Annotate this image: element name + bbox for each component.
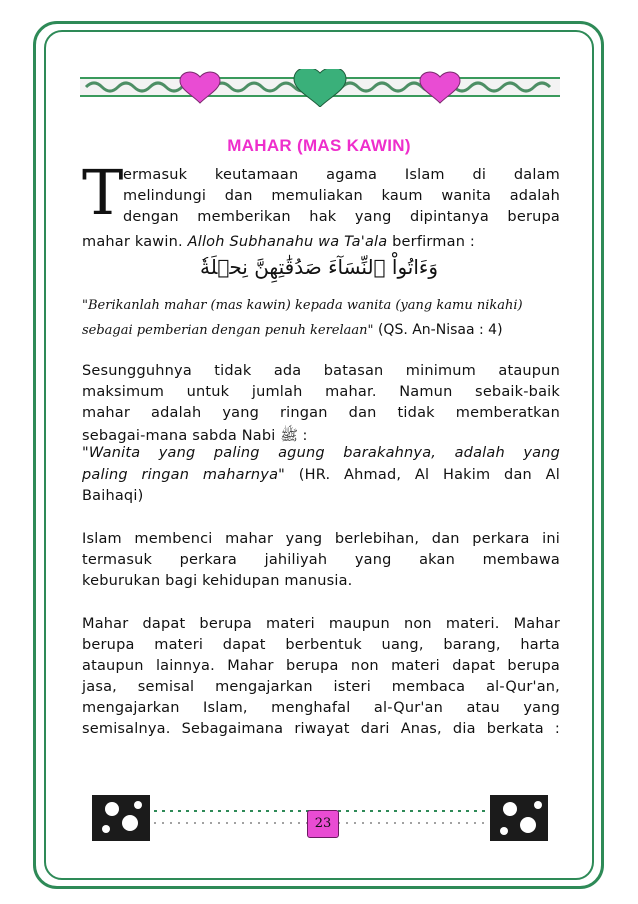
text-line: Baihaqi) — [82, 488, 144, 504]
text-line: dengan memberikan hak yang dipintanya berupa — [123, 209, 560, 225]
text-line: termasuk perkara jahiliyah yang akan membawa — [82, 552, 560, 568]
text-line: ermasuk keutamaan agama Islam di dalam — [123, 167, 560, 183]
text-line: mahar kawin. Alloh Subhanahu wa Ta'ala berfirman : — [82, 234, 475, 250]
text-line: mengajarkan Islam, menghafal al-Qur'an atau yang — [82, 700, 560, 716]
text-line: keburukan bagi kehidupan manusia. — [82, 573, 353, 589]
page-title: MAHAR (MAS KAWIN) — [227, 136, 411, 155]
heart-ornament-band-icon — [80, 69, 560, 107]
text-line: sebagai-mana sabda Nabi ﷺ : — [82, 428, 308, 444]
text-line: mahar adalah yang ringan dan tidak memberatkan — [82, 405, 560, 421]
text-line: semisalnya. Sebagaimana riwayat dari Anas, dia berkata : — [82, 721, 560, 737]
translation-line: "Berikanlah mahar (mas kawin) kepada wanita (yang kamu nikahi) — [82, 298, 523, 313]
page-number: 23 — [307, 810, 339, 838]
text-line: ataupun lainnya. Mahar berupa non materi dapat berupa — [82, 658, 560, 674]
text-line: Mahar dapat berupa materi maupun non materi. Mahar — [82, 616, 560, 632]
text-line: Islam membenci mahar yang berlebihan, dan perkara ini — [82, 531, 560, 547]
text-line: paling ringan maharnya" (HR. Ahmad, Al Hakim dan Al — [82, 467, 560, 483]
text-line: Sesungguhnya tidak ada batasan minimum ataupun — [82, 363, 560, 379]
text-line: maksimum untuk jumlah mahar. Namun sebaik-baik — [82, 384, 560, 400]
text-line: berupa materi dapat berbentuk uang, barang, harta — [82, 637, 560, 653]
text-line: jasa, semisal mengajarkan isteri membaca al-Qur'an, — [82, 679, 560, 695]
drop-cap: T — [82, 156, 124, 229]
text-line: "Wanita yang paling agung barakahnya, adalah yang — [82, 445, 560, 461]
arabic-verse: وَءَاتُواْ ٱلنِّسَآءَ صَدُقَٰتِهِنَّ نِحۡلَةٗ — [200, 255, 438, 279]
translation-line: sebagai pemberian dengan penuh kerelaan" (QS. An-Nisaa : 4) — [82, 322, 503, 338]
text-line: melindungi dan memuliakan kaum wanita adalah — [123, 188, 560, 204]
